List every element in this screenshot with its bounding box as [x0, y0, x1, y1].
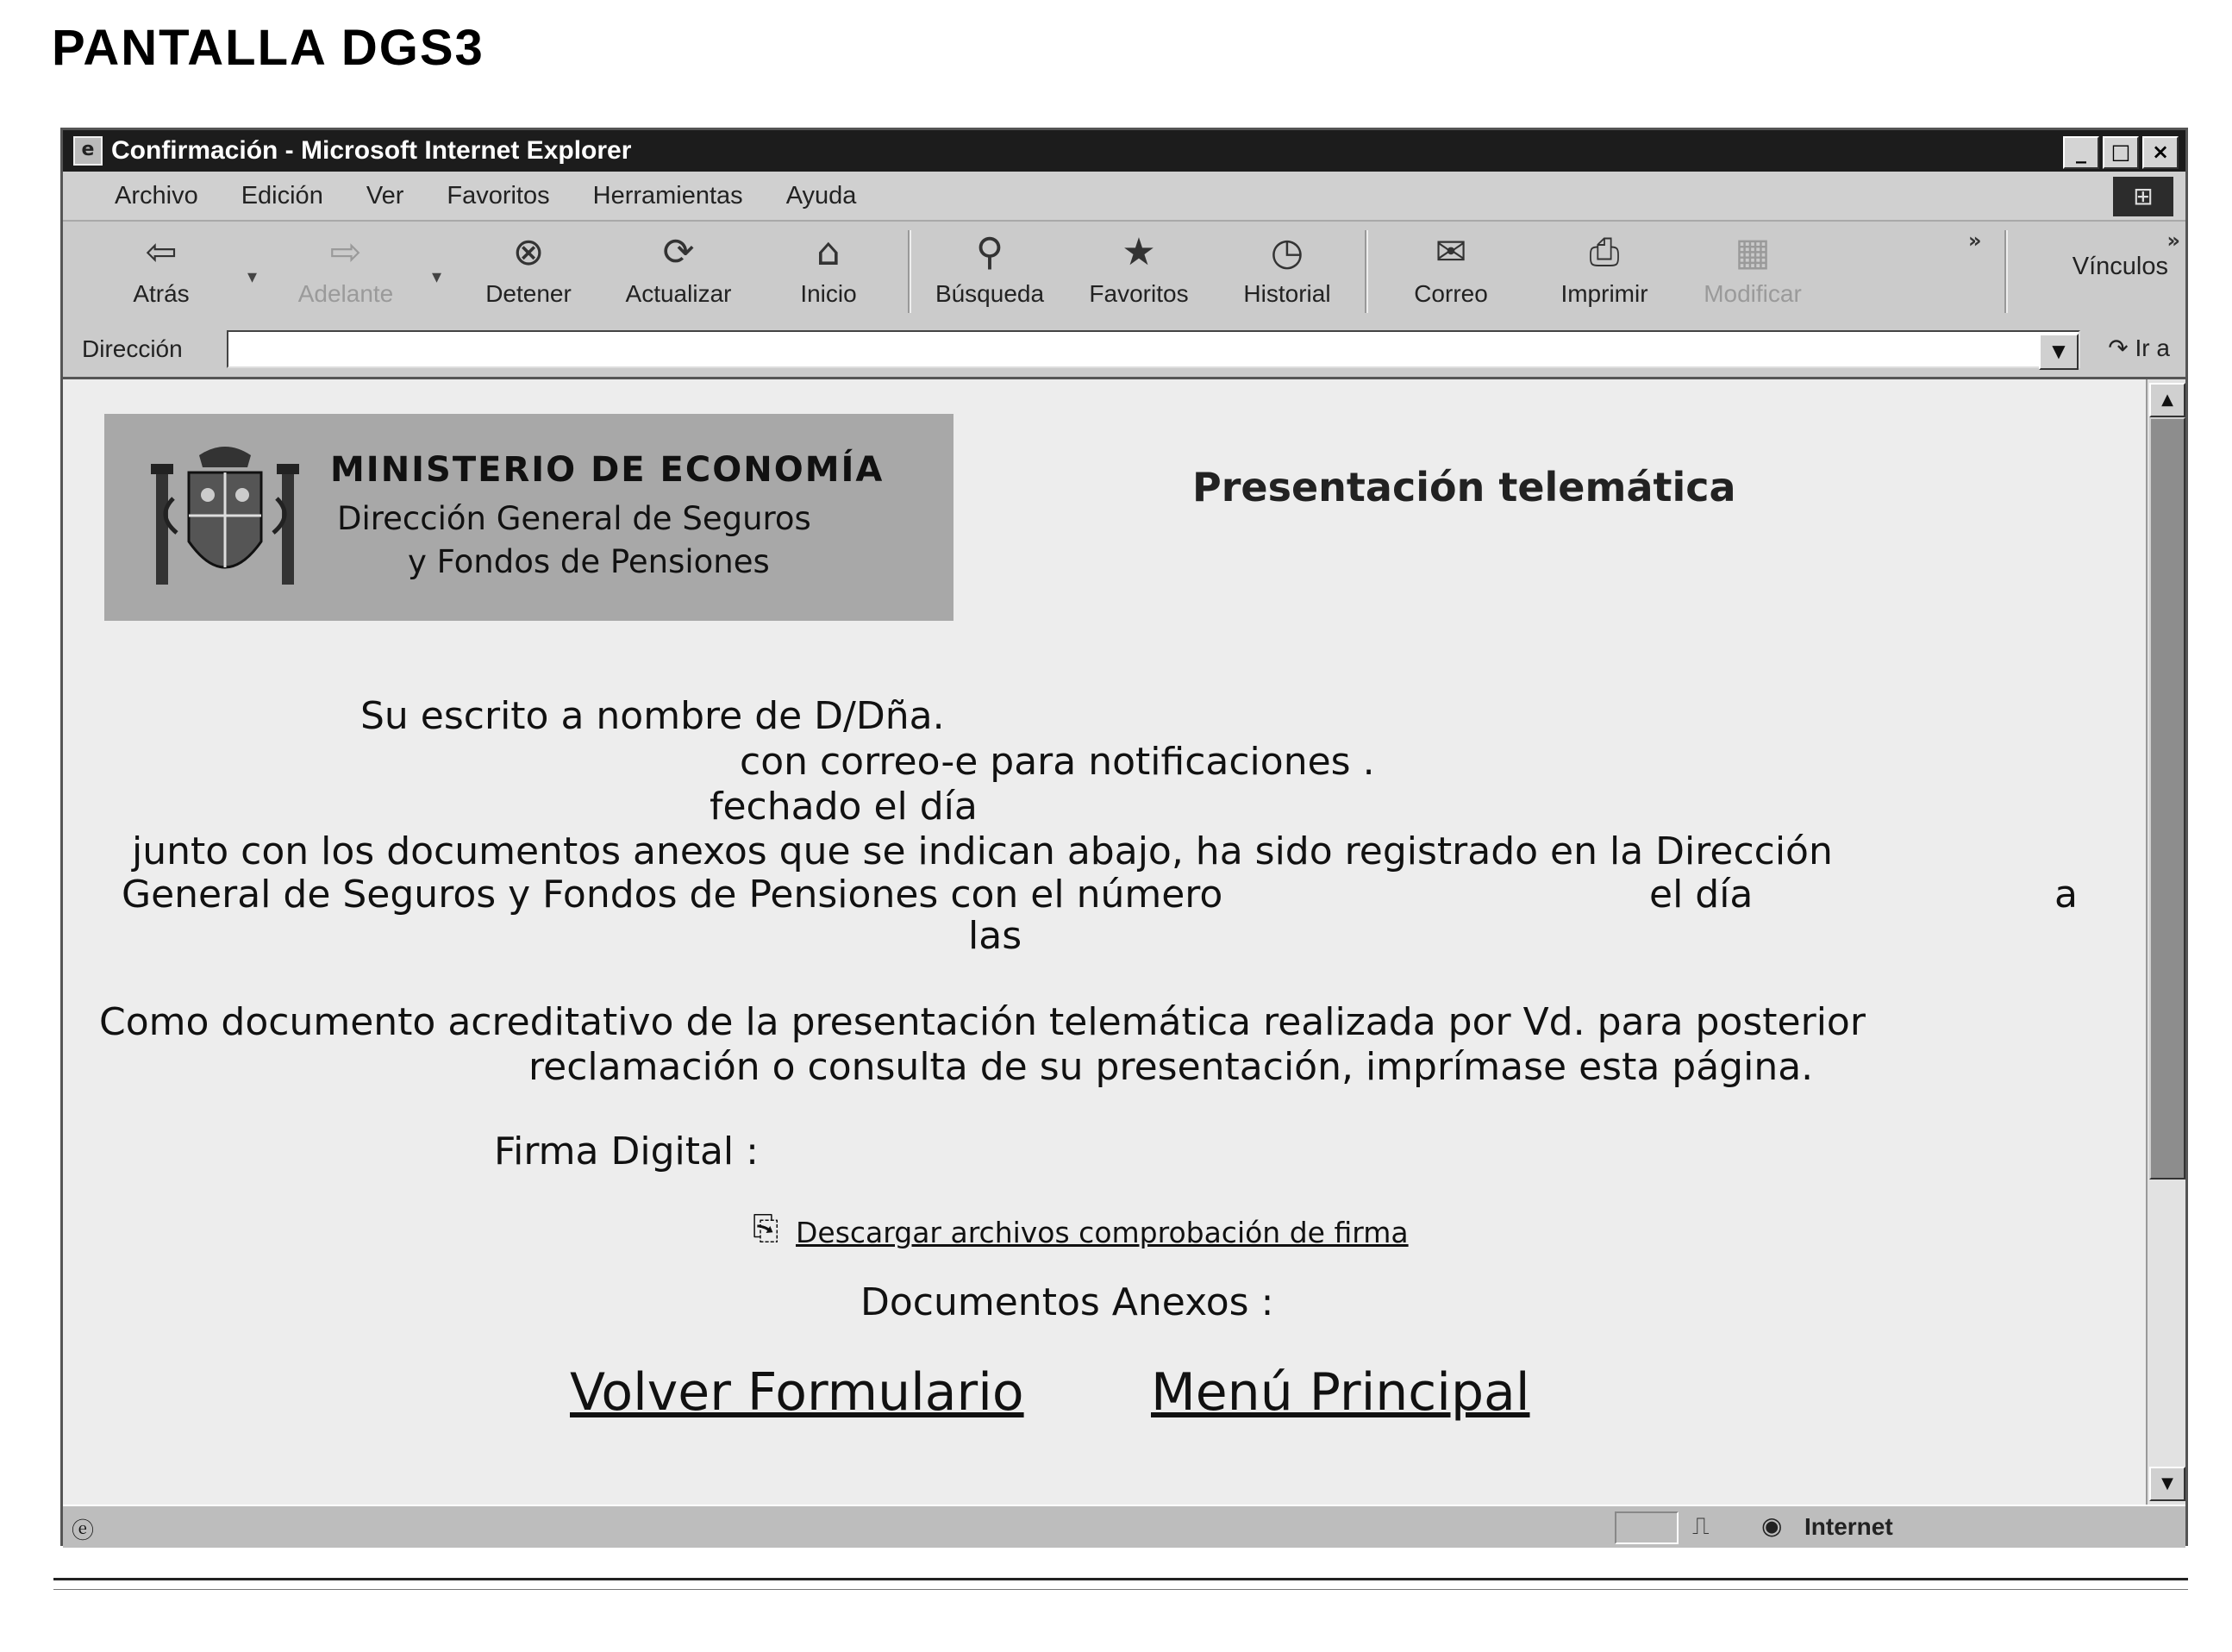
- bottom-divider: [53, 1578, 2188, 1580]
- maximize-button[interactable]: □: [2103, 136, 2139, 169]
- edit-label: Modificar: [1704, 280, 1802, 307]
- body-line-1: Su escrito a nombre de D/Dña.: [360, 694, 945, 738]
- stop-label: Detener: [485, 280, 572, 307]
- mail-label: Correo: [1414, 280, 1488, 307]
- go-label: Ir a: [2135, 335, 2170, 361]
- search-icon: ⚲: [975, 230, 1004, 274]
- body-line-2: con correo-e para notificaciones .: [740, 740, 1375, 784]
- toolbar-separator: [1365, 230, 1368, 313]
- title-bar[interactable]: [63, 130, 2185, 172]
- download-icon[interactable]: ⎘: [753, 1209, 779, 1247]
- stop-icon: ⊗: [512, 230, 545, 274]
- body-line-5-a: a: [2054, 873, 2078, 917]
- refresh-icon: ⟳: [662, 230, 695, 274]
- forward-button[interactable]: [285, 228, 406, 308]
- mail-button[interactable]: [1391, 228, 1511, 308]
- bottom-divider-thin: [53, 1589, 2188, 1590]
- menu-favoritos[interactable]: Favoritos: [447, 181, 550, 210]
- address-bar: [63, 323, 2185, 379]
- back-label: Atrás: [133, 280, 190, 307]
- print-label: Imprimir: [1560, 280, 1648, 307]
- history-button[interactable]: [1227, 228, 1347, 308]
- main-menu-link[interactable]: Menú Principal: [1151, 1362, 1530, 1423]
- history-label: Historial: [1243, 280, 1331, 307]
- scroll-down-icon[interactable]: ▼: [2149, 1467, 2185, 1501]
- body-line-5-dia: el día: [1649, 873, 1754, 917]
- links-chevron-icon[interactable]: »: [2166, 228, 2180, 253]
- status-bar: [63, 1505, 2185, 1548]
- page-title: Presentación telemática: [1192, 464, 1736, 510]
- body-line-3: fechado el día: [710, 785, 978, 829]
- stop-button[interactable]: [468, 228, 589, 308]
- home-button[interactable]: [768, 228, 889, 308]
- refresh-label: Actualizar: [625, 280, 732, 307]
- back-to-form-link[interactable]: Volver Formulario: [570, 1362, 1024, 1423]
- body-line-5: General de Seguros y Fondos de Pensiones con el número: [122, 873, 1223, 917]
- history-icon: ◷: [1270, 230, 1304, 274]
- go-button[interactable]: [2108, 334, 2170, 362]
- internet-zone-label: Internet: [1804, 1513, 1893, 1540]
- print-button[interactable]: [1544, 228, 1665, 308]
- toolbar-separator: [908, 230, 911, 313]
- search-button[interactable]: [929, 228, 1050, 308]
- windows-logo-icon: ⊞: [2113, 177, 2173, 216]
- document-heading: PANTALLA DGS3: [52, 20, 485, 76]
- print-icon: ⎙: [1589, 230, 1620, 274]
- forward-dropdown-icon[interactable]: ▾: [432, 266, 442, 288]
- back-arrow-icon: ⇦: [145, 230, 178, 274]
- ie-page-icon: e: [73, 136, 103, 166]
- favorites-label: Favoritos: [1089, 280, 1189, 307]
- internet-zone-icon: ◉: [1761, 1511, 1783, 1540]
- home-label: Inicio: [800, 280, 857, 307]
- back-button[interactable]: [101, 228, 222, 308]
- toolbar: [63, 222, 2185, 325]
- go-arrow-icon: ↷: [2108, 335, 2129, 361]
- scroll-thumb[interactable]: [2149, 417, 2185, 1180]
- page-status-icon: ⓔ: [72, 1518, 95, 1544]
- menu-ver[interactable]: Ver: [366, 181, 404, 210]
- back-dropdown-icon[interactable]: ▾: [247, 266, 258, 288]
- address-dropdown-icon[interactable]: ▼: [2039, 334, 2079, 370]
- mail-icon: ✉: [1435, 230, 1467, 274]
- notice-line-1: Como documento acreditativo de la presentación telemática realizada por Vd. para posterior: [99, 1000, 1866, 1044]
- toolbar-separator: [2004, 230, 2008, 313]
- window-title: Confirmación - Microsoft Internet Explorer: [111, 136, 632, 165]
- download-signature-link[interactable]: Descargar archivos comprobación de firma: [796, 1216, 1409, 1249]
- home-icon: ⌂: [816, 230, 841, 274]
- ministry-banner: [104, 414, 953, 621]
- notice-line-2: reclamación o consulta de su presentación, imprímase esta página.: [528, 1045, 1814, 1089]
- menu-bar: [63, 172, 2185, 222]
- directorate-line-2: y Fondos de Pensiones: [408, 543, 770, 580]
- body-line-6: las: [968, 914, 1022, 958]
- menu-herramientas[interactable]: Herramientas: [592, 181, 743, 210]
- links-toolbar[interactable]: Vínculos: [2072, 253, 2168, 280]
- ministry-name: MINISTERIO DE ECONOMÍA: [330, 450, 885, 490]
- directorate-line-1: Dirección General de Seguros: [337, 500, 811, 537]
- favorites-icon: ★: [1122, 230, 1156, 274]
- scroll-up-icon[interactable]: ▲: [2149, 383, 2185, 417]
- search-label: Búsqueda: [935, 280, 1045, 307]
- annexes-label: Documentos Anexos :: [860, 1280, 1274, 1324]
- minimize-button[interactable]: _: [2063, 136, 2099, 169]
- coat-of-arms-icon: [139, 438, 311, 602]
- browser-window: [60, 128, 2188, 1546]
- edit-icon: ▦: [1735, 230, 1771, 274]
- edit-button[interactable]: [1692, 228, 1813, 308]
- window-controls: [2063, 136, 2179, 169]
- toolbar-chevron-icon[interactable]: »: [1968, 228, 1982, 253]
- page-content: [63, 379, 2148, 1505]
- status-pane: [1615, 1511, 1679, 1544]
- close-button[interactable]: ×: [2142, 136, 2179, 169]
- vertical-scrollbar[interactable]: [2146, 379, 2185, 1505]
- address-input[interactable]: [227, 330, 2080, 368]
- menu-edicion[interactable]: Edición: [241, 181, 323, 210]
- menu-archivo[interactable]: Archivo: [115, 181, 198, 210]
- refresh-button[interactable]: [618, 228, 739, 308]
- forward-arrow-icon: ⇨: [329, 230, 362, 274]
- menu-ayuda[interactable]: Ayuda: [785, 181, 857, 210]
- forward-label: Adelante: [297, 280, 394, 307]
- lock-icon: ⎍: [1692, 1511, 1710, 1540]
- favorites-button[interactable]: [1078, 228, 1199, 308]
- body-line-4: junto con los documentos anexos que se indican abajo, ha sido registrado en la Dirección: [132, 829, 1833, 873]
- address-label: Dirección: [82, 335, 183, 362]
- digital-signature-label: Firma Digital :: [494, 1129, 759, 1173]
